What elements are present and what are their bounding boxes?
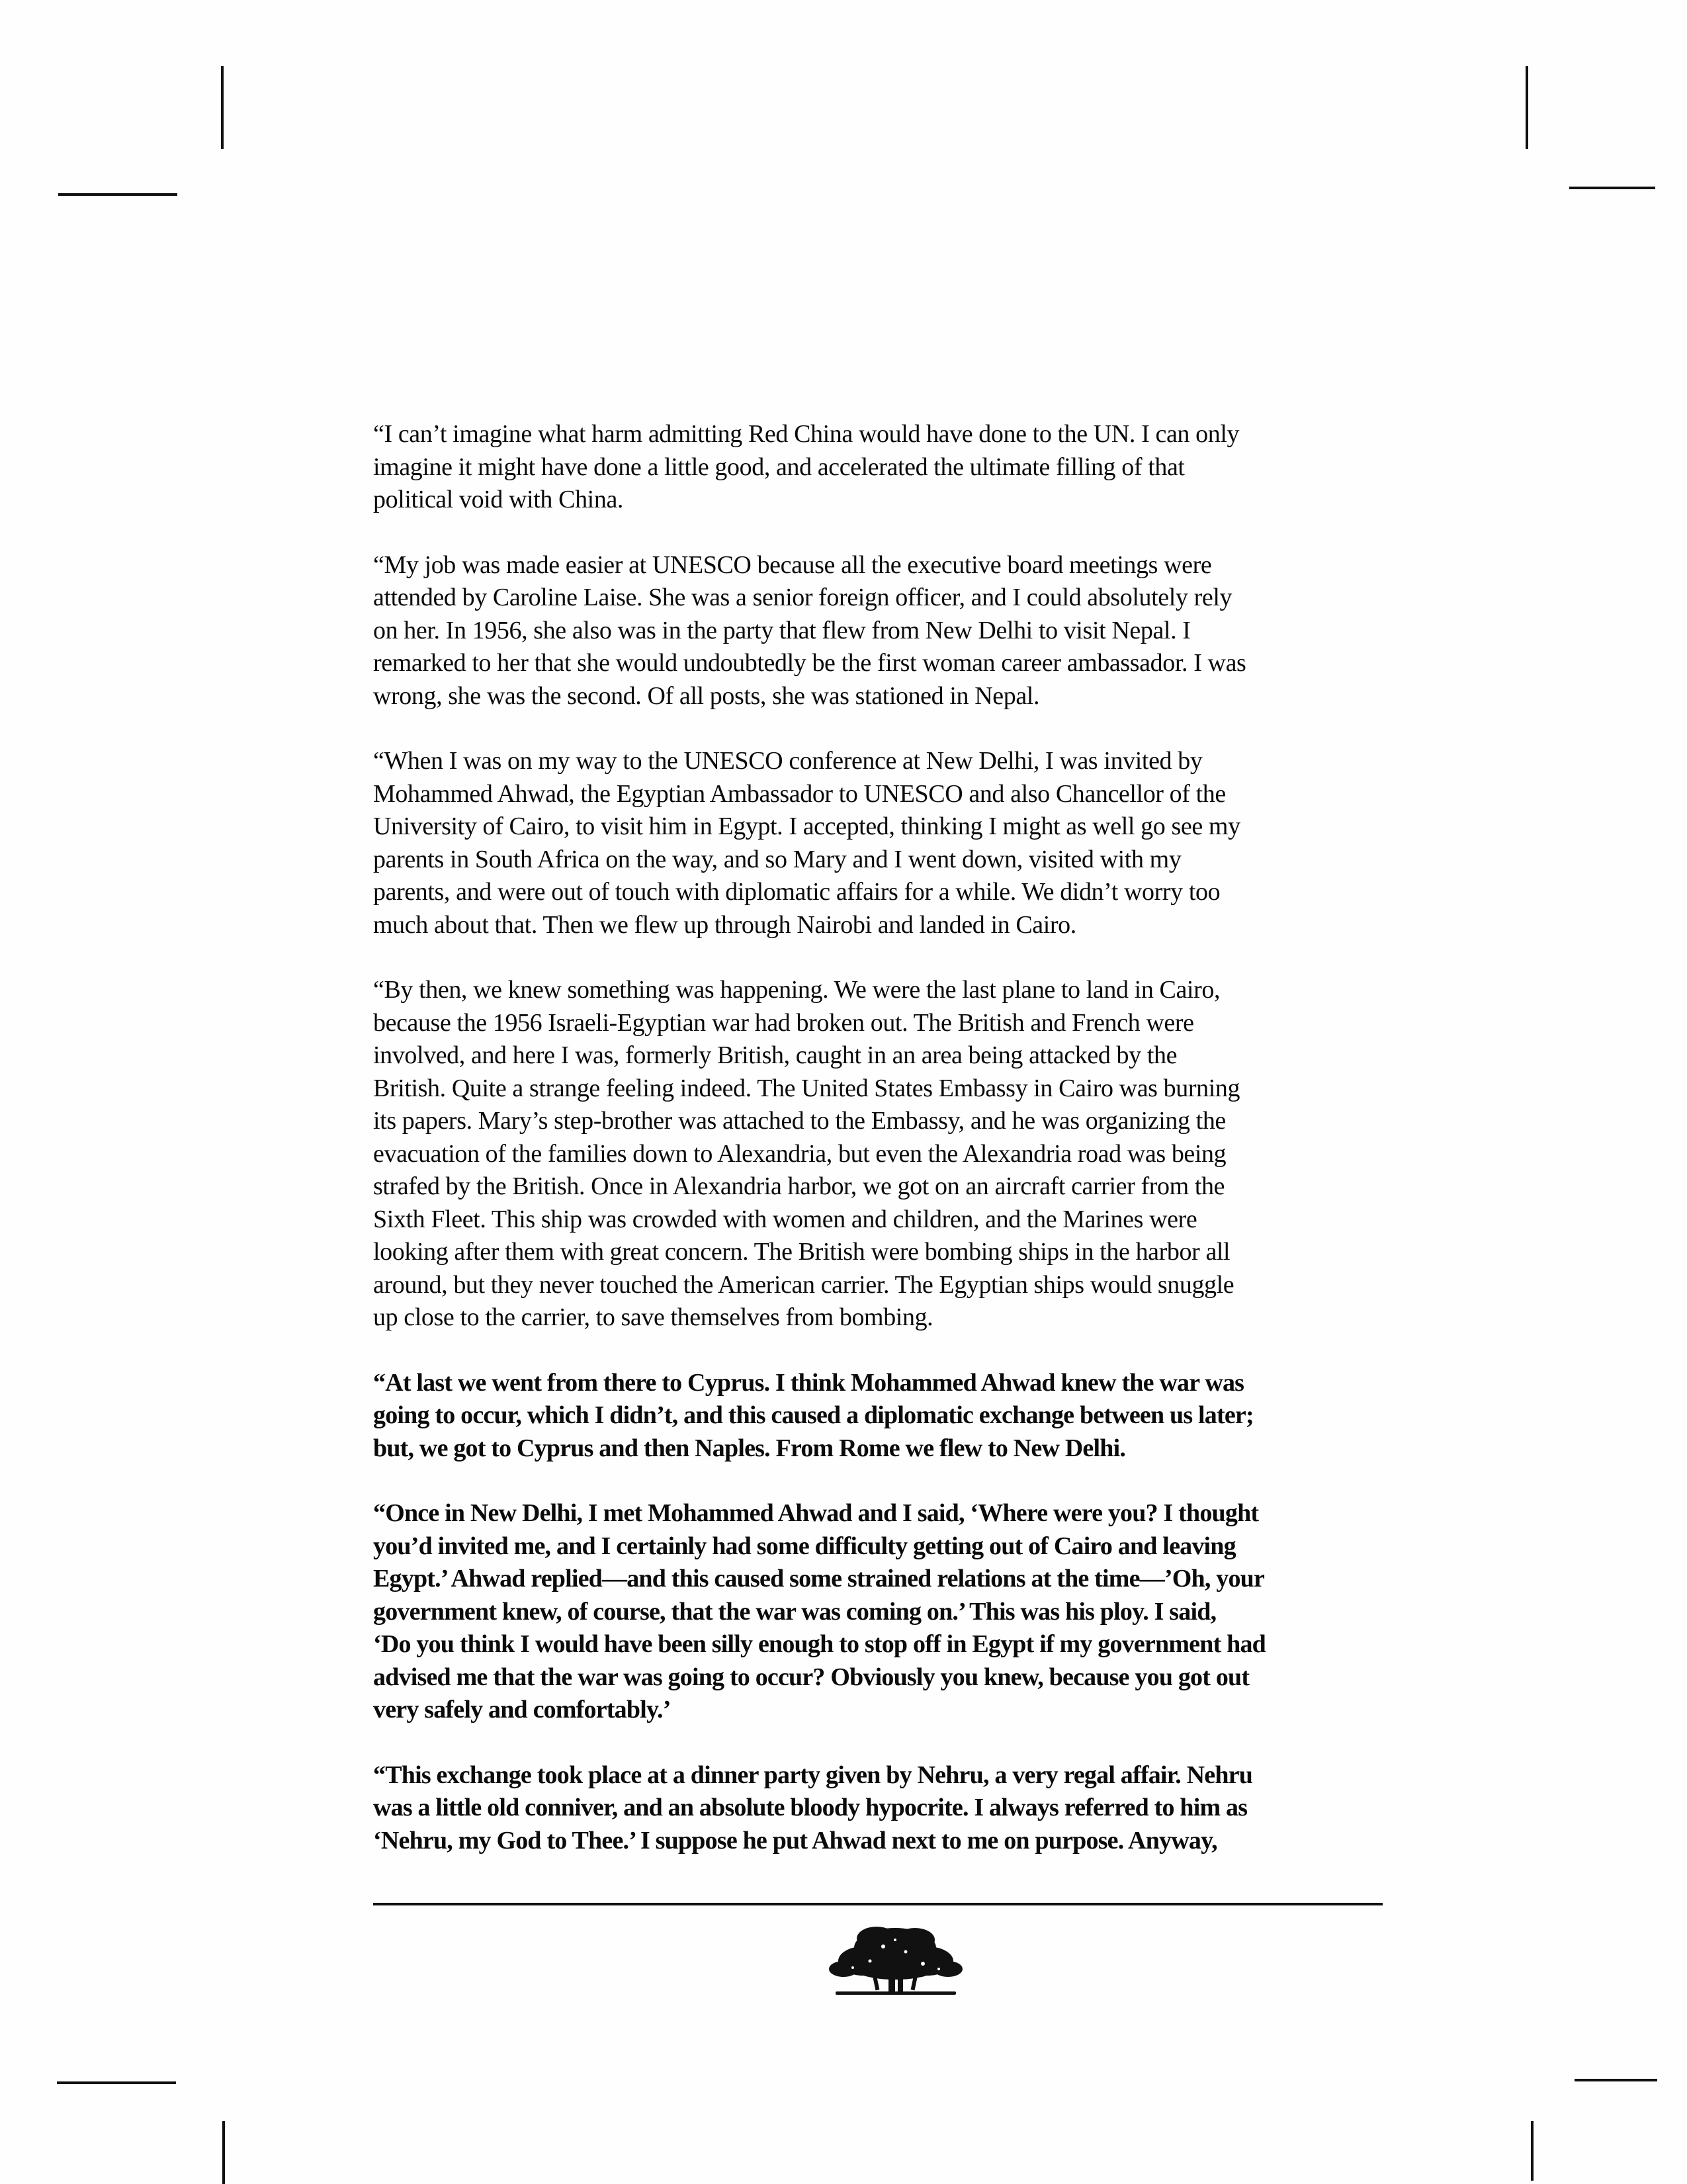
paragraph-2: “My job was made easier at UNESCO because all the executive board meetings were attended by Caroline Laise. She was a senior foreign officer, and I could absolutely rely on her. In 1956, she also was in the party that flew from New Delhi to visit Nepal. I remarked to her that she would undoubtedly be the first woman career ambassador. I was wrong, she was the second. Of all posts, she was stationed in Nepal. — [373, 550, 1246, 710]
crop-mark-top-left-horizontal — [58, 193, 177, 196]
paragraph-5: “At last we went from there to Cyprus. I think Mohammed Ahwad knew the war was going to occur, which I didn’t, and this caused a diplomatic exchange between us later; but, we got to Cyprus and then Naples. From Rome we flew to New Delhi. — [373, 1368, 1254, 1462]
oak-tree-icon — [824, 1913, 966, 2003]
crop-mark-top-left-vertical — [221, 66, 224, 149]
crop-mark-top-right-vertical — [1526, 66, 1528, 149]
crop-mark-top-right-horizontal — [1569, 187, 1655, 189]
crop-mark-bottom-right-vertical — [1531, 2121, 1534, 2181]
paragraph-6: “Once in New Delhi, I met Mohammed Ahwad and I said, ‘Where were you? I thought you’d invited me, and I certainly had some difficulty getting out of Cairo and leaving Egypt.’ Ahwad replied—and this caused some strained relations at the time—’Oh, your government knew, of course, that the war was coming on.’ This was his ploy. I said, ‘Do you think I would have been silly enough to stop off in Egypt if my government had advised me that the war was going to occur? Obviously you knew, because you got out very safely and comfortably.’ — [373, 1499, 1266, 1724]
crop-mark-bottom-right-horizontal — [1575, 2079, 1657, 2081]
paragraph-7: “This exchange took place at a dinner party given by Nehru, a very regal affair. Nehru was a little old conniver, and an absolute bloody hypocrite. I always referred to him as ‘Nehru, my God to Thee.’ I suppose he put Ahwad next to me on purpose. Anyway, — [373, 1761, 1253, 1855]
footer-rule — [373, 1903, 1383, 1905]
crop-mark-bottom-left-vertical — [222, 2121, 225, 2184]
paragraph-1: “I can’t imagine what harm admitting Red China would have done to the UN. I can only imagine it might have done a little good, and accelerated the ultimate filling of that political void with China. — [373, 420, 1240, 513]
crop-mark-bottom-left-horizontal — [57, 2081, 176, 2084]
paragraph-4: “By then, we knew something was happening. We were the last plane to land in Cairo, because the 1956 Israeli-Egyptian war had broken out. The British and French were involved, and here I was, formerly British, caught in an area being attacked by the British. Quite a strange feeling indeed. The United States Embassy in Cairo was burning its papers. Mary’s step-brother was attached to the Embassy, and he was organizing the evacuation of the families down to Alexandria, but even the Alexandria road was being strafed by the British. Once in Alexandria harbor, we got on an aircraft carrier from the Sixth Fleet. This ship was crowded with women and children, and the Marines were looking after them with great concern. The British were bombing ships in the harbor all around, but they never touched the American carrier. The Egyptian ships would snuggle up close to the carrier, to save themselves from bombing. — [373, 976, 1240, 1331]
paragraph-3: “When I was on my way to the UNESCO conference at New Delhi, I was invited by Mohammed Ahwad, the Egyptian Ambassador to UNESCO and also Chancellor of the University of Cairo, to visit him in Egypt. I accepted, thinking I might as well go see my parents in South Africa on the way, and so Mary and I went down, visited with my parents, and were out of touch with diplomatic affairs for a while. We didn’t worry too much about that. Then we flew up through Nairobi and landed in Cairo. — [373, 747, 1240, 939]
document-body — [373, 418, 1379, 1890]
